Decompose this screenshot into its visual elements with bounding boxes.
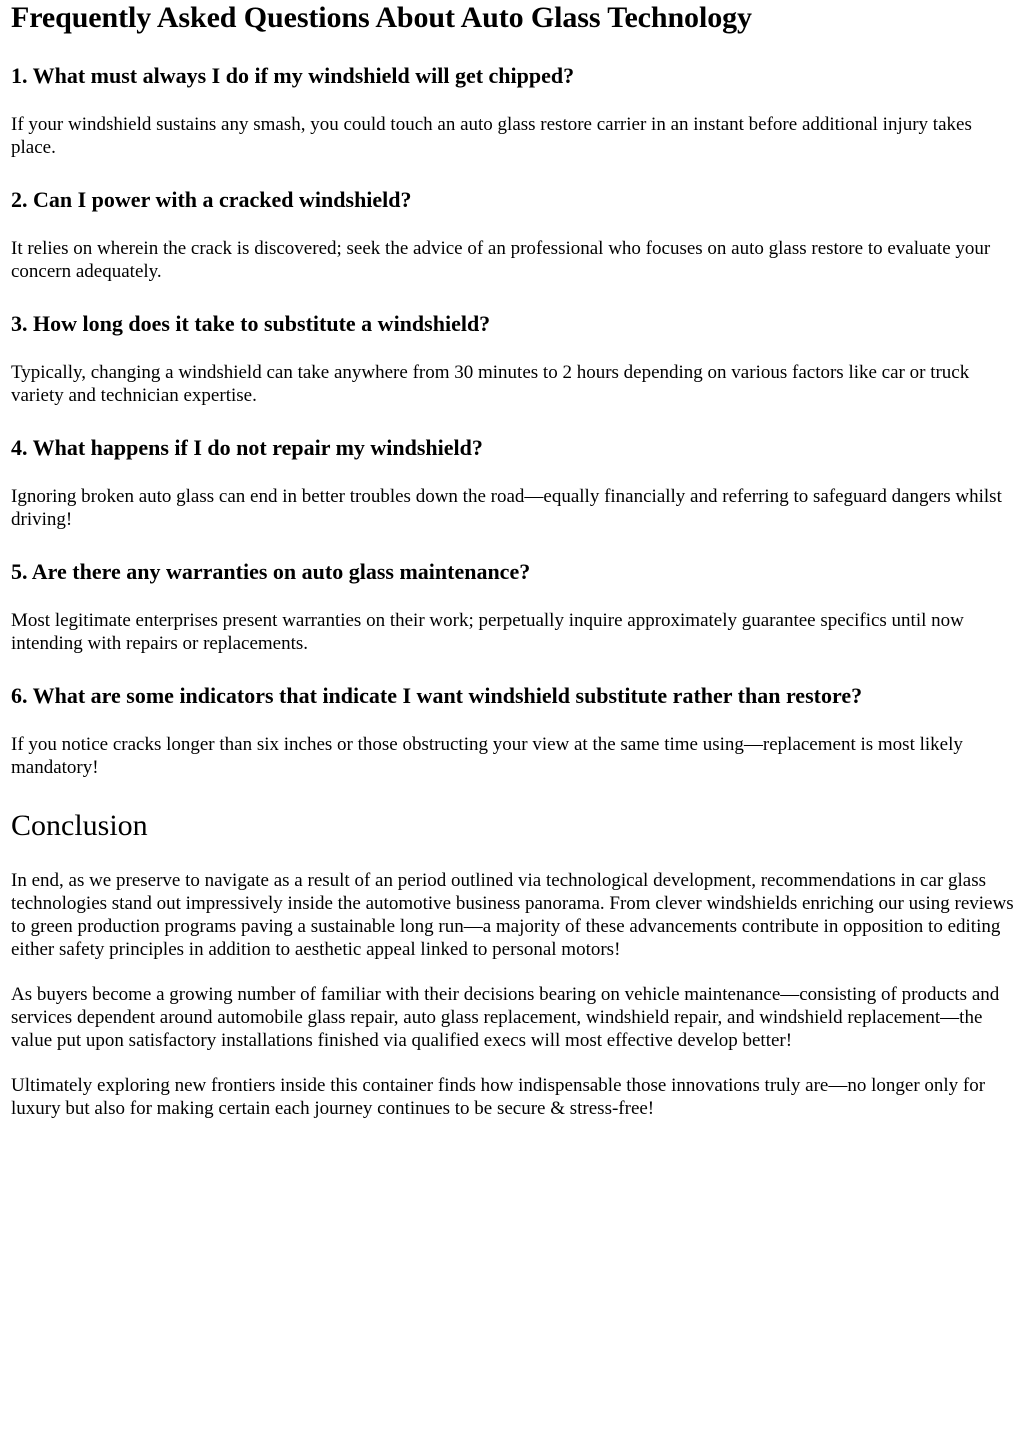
faq-answer: Typically, changing a windshield can take anywhere from 30 minutes to 2 hours depending on various factors like car or truck variety and technician expertise. [11, 362, 970, 406]
faq-item [11, 311, 1014, 407]
faq-question: 2. Can I power with a cracked windshield? [11, 187, 412, 212]
faq-question: 5. Are there any warranties on auto glass maintenance? [11, 559, 531, 584]
conclusion-paragraph: In end, as we preserve to navigate as a result of an period outlined via technological development, recommendations in car glass technologies stand out impressively inside the automotive business panorama. From clever windshields enriching our using reviews to green production programs paving a sustainable long run—a majority of these advancements contribute in opposition to editing either safety principles in addition to aesthetic appeal linked to personal motors! [11, 870, 1014, 960]
faq-answer: Most legitimate enterprises present warranties on their work; perpetually inquire approximately guarantee specifics until now intending with repairs or replacements. [11, 610, 964, 654]
faq-answer: If you notice cracks longer than six inches or those obstructing your view at the same time using—replacement is most likely mandatory! [11, 734, 963, 778]
faq-item [11, 63, 1014, 159]
conclusion-heading: Conclusion [11, 809, 148, 842]
faq-list [11, 63, 1014, 779]
faq-answer: Ignoring broken auto glass can end in better troubles down the road—equally financially and referring to safeguard dangers whilst driving! [11, 486, 1002, 530]
faq-question: 6. What are some indicators that indicate I want windshield substitute rather than restore? [11, 683, 863, 708]
faq-item [11, 559, 1014, 655]
conclusion-paragraph: As buyers become a growing number of familiar with their decisions bearing on vehicle maintenance—consisting of products and services dependent around automobile glass repair, auto glass replacement, windshield repair, and windshield replacement—the value put upon satisfactory installations finished via qualified execs will most effective develop better! [11, 984, 1000, 1051]
conclusion-paragraph: Ultimately exploring new frontiers inside this container finds how indispensable those innovations truly are—no longer only for luxury but also for making certain each journey continues to be secure & stress-free! [11, 1075, 986, 1119]
faq-answer: If your windshield sustains any smash, you could touch an auto glass restore carrier in an instant before additional injury takes place. [11, 114, 972, 158]
faq-item [11, 435, 1014, 531]
faq-question: 4. What happens if I do not repair my windshield? [11, 435, 483, 460]
conclusion-body [11, 869, 1014, 1120]
faq-answer: It relies on wherein the crack is discovered; seek the advice of an professional who focuses on auto glass restore to evaluate your concern adequately. [11, 238, 991, 282]
faq-item [11, 187, 1014, 283]
page-title: Frequently Asked Questions About Auto Glass Technology [11, 1, 752, 34]
faq-question: 1. What must always I do if my windshield will get chipped? [11, 63, 575, 88]
faq-question: 3. How long does it take to substitute a windshield? [11, 311, 491, 336]
faq-item [11, 683, 1014, 779]
